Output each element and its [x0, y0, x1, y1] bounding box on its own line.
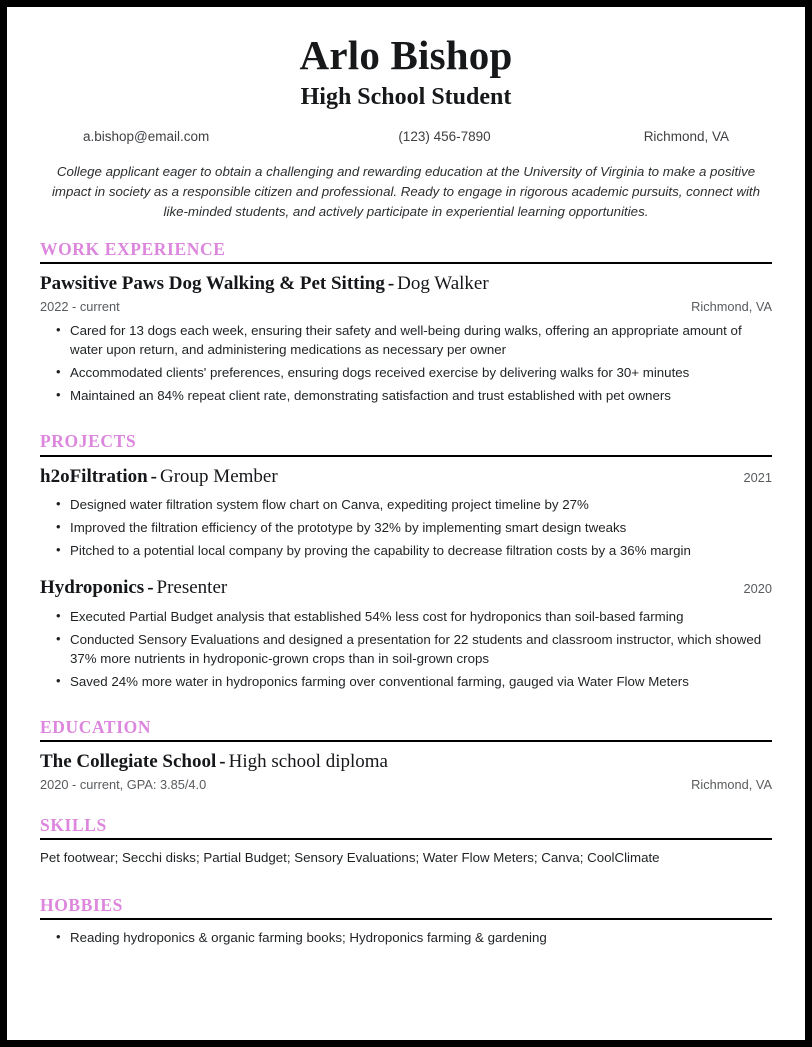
entry-title: [40, 465, 278, 489]
title-separator: -: [150, 465, 157, 487]
contact-email[interactable]: a.bishop@email.com: [83, 129, 210, 145]
section-divider: [40, 918, 772, 920]
profile-summary: College applicant eager to obtain a challenging and rewarding education at the University of Virginia to make a positive impact in society as a responsible citizen and professional. Ready to engage in rigorous academic pursuits, connect with like-minded students, and actively participate in experiential learning opportunities.: [51, 164, 761, 220]
project-name: h2oFiltration: [40, 465, 148, 487]
list-item: • Designed water filtration system flow chart on Canva, expediting project timeline by 27%: [40, 495, 772, 515]
project-year: 2021: [743, 469, 772, 485]
section-title-education: EDUCATION: [40, 716, 152, 737]
employer-name: Pawsitive Paws Dog Walking & Pet Sitting: [40, 272, 385, 294]
section-divider: [40, 740, 772, 742]
entry-header: [40, 576, 772, 600]
entry-title: [40, 750, 388, 774]
section-title-skills: SKILLS: [40, 814, 107, 835]
entry-header: [40, 465, 772, 489]
section-work-experience: [40, 240, 772, 406]
list-item: • Cared for 13 dogs each week, ensuring their safety and well-being during walks, offering an appropriate amount of water upon return, and administering medications as necessary per owner: [40, 321, 772, 360]
degree-name: High school diploma: [228, 751, 388, 773]
work-entry: [40, 272, 772, 405]
project-entry: [40, 465, 772, 561]
title-separator: -: [147, 577, 154, 599]
education-location: Richmond, VA: [691, 776, 772, 792]
skills-list: Pet footwear; Secchi disks; Partial Budget; Sensory Evaluations; Water Flow Meters; Canva; CoolClimate: [40, 850, 660, 866]
entry-meta: [40, 299, 772, 314]
section-divider: [40, 262, 772, 264]
section-title-hobbies: HOBBIES: [40, 895, 123, 915]
work-bullet-list: [40, 321, 772, 406]
job-title: Dog Walker: [397, 272, 489, 294]
project-role: Presenter: [156, 577, 228, 599]
section-projects: [40, 432, 772, 691]
list-item: • Pitched to a potential local company by proving the capability to decrease filtration costs by a 36% margin: [40, 541, 772, 561]
project-role: Group Member: [160, 465, 278, 487]
contact-row: [83, 129, 729, 144]
list-item: • Accommodated clients' preferences, ensuring dogs received exercise by delivering walks for 30+ minutes: [40, 363, 772, 383]
resume-header: [40, 33, 772, 223]
title-separator: -: [387, 272, 395, 294]
project-year: 2020: [743, 581, 772, 597]
list-item: • Improved the filtration efficiency of the prototype by 32% by implementing smart design tweaks: [40, 518, 772, 538]
section-title-work-experience: WORK EXPERIENCE: [40, 238, 226, 259]
section-hobbies: [40, 896, 772, 948]
project-bullet-list: [40, 607, 772, 692]
title-separator: -: [219, 751, 226, 773]
entry-title: [40, 272, 489, 296]
entry-header: [40, 750, 772, 774]
school-name: The Collegiate School: [40, 751, 217, 773]
education-entry: [40, 750, 772, 792]
employment-location: Richmond, VA: [691, 298, 772, 314]
header-subtitle: High School Student: [300, 84, 512, 111]
section-title-projects: PROJECTS: [40, 431, 137, 452]
entry-meta: [40, 777, 772, 792]
page-title: Arlo Bishop: [299, 32, 513, 78]
list-item: • Conducted Sensory Evaluations and designed a presentation for 22 students and classroom instructor, which showed 37% more nutrients in hydroponic-grown crops than in soil-grown crops: [40, 630, 772, 669]
section-divider: [40, 455, 772, 457]
list-item: • Executed Partial Budget analysis that established 54% less cost for hydroponics than soil-based farming: [40, 607, 772, 627]
project-entry: [40, 576, 772, 691]
entry-title: [40, 576, 227, 600]
list-item: • Maintained an 84% repeat client rate, demonstrating satisfaction and trust established with pet owners: [40, 386, 772, 406]
employment-dates: 2022 - current: [40, 298, 120, 314]
project-bullet-list: [40, 495, 772, 560]
resume-content: [7, 7, 805, 948]
project-name: Hydroponics: [40, 577, 145, 599]
entry-header: [40, 272, 772, 296]
list-item: • Saved 24% more water in hydroponics farming over conventional farming, gauged via Water Flow Meters: [40, 672, 772, 692]
resume-page: [7, 7, 805, 1040]
section-education: [40, 718, 772, 792]
contact-location: Richmond, VA: [643, 129, 729, 145]
contact-phone[interactable]: (123) 456-7890: [398, 129, 491, 145]
hobbies-bullet-list: [40, 928, 772, 948]
section-skills: [40, 816, 772, 868]
education-dates-gpa: 2020 - current, GPA: 3.85/4.0: [40, 776, 207, 792]
section-divider: [40, 838, 772, 840]
list-item: • Reading hydroponics & organic farming books; Hydroponics farming & gardening: [40, 928, 772, 948]
